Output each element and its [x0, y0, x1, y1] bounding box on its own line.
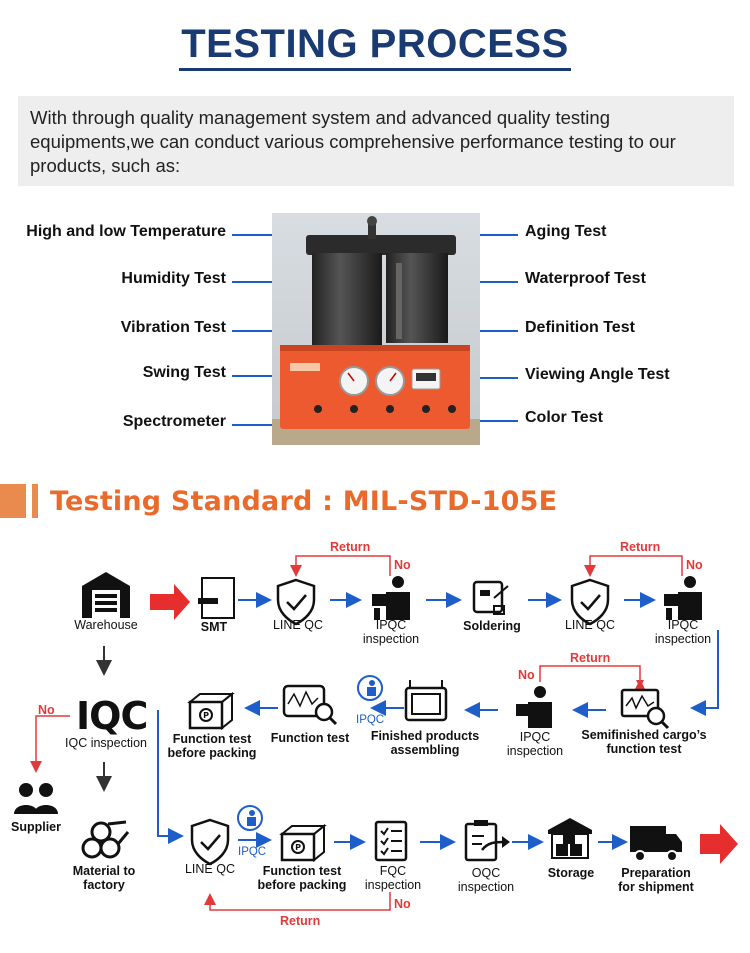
iqc-title: IQC: [76, 694, 148, 738]
flow-label-ipqc-3: IPQC inspection: [506, 730, 564, 758]
soldering-icon: [474, 582, 508, 614]
no-label: No: [38, 703, 55, 717]
no-label: No: [686, 558, 703, 572]
return-label: Return: [570, 651, 611, 665]
flow-label-finished-assembling: Finished products assembling: [370, 729, 480, 757]
return-label: Return: [280, 914, 321, 928]
test-connector: [476, 377, 518, 379]
no-label: No: [394, 897, 411, 911]
inspector-icon: [664, 576, 702, 620]
test-label-left-3: Swing Test: [142, 364, 226, 381]
return-label: Return: [330, 540, 371, 554]
testing-machine-photo: [272, 213, 480, 445]
flow-label-fqc: FQC inspection: [364, 864, 422, 892]
standard-accent-bar: [32, 484, 38, 518]
test-connector: [232, 375, 276, 377]
ipqc-tag: IPQC: [356, 714, 385, 726]
no-label: No: [394, 558, 411, 572]
flow-label-shipment: Preparation for shipment: [618, 866, 694, 894]
standard-accent-bar: [0, 484, 26, 518]
test-connector: [476, 234, 518, 236]
flow-label-semifinished: Semifinished cargo’s function test: [581, 728, 707, 756]
flow-label-iqc: IQC inspection: [65, 736, 147, 750]
tv-magnifier-icon: [284, 686, 336, 724]
return-label: Return: [620, 540, 661, 554]
packing-box-icon: [282, 826, 324, 860]
test-label-right-3: Viewing Angle Test: [525, 366, 670, 383]
test-label-left-4: Spectrometer: [122, 413, 226, 430]
flow-label-ipqc-2: IPQC inspection: [654, 618, 712, 646]
test-label-left-0: High and low Temperature: [26, 223, 226, 240]
test-connector: [232, 424, 276, 426]
flow-label-material: Material to factory: [72, 864, 136, 892]
test-label-left-2: Vibration Test: [120, 319, 226, 336]
inspector-icon: [358, 676, 382, 700]
test-label-right-1: Waterproof Test: [525, 270, 646, 287]
svg-text:P: P: [203, 711, 209, 720]
no-label: No: [518, 668, 535, 682]
checklist-icon: [376, 822, 406, 860]
flow-label-oqc: OQC inspection: [457, 866, 515, 894]
flow-label-soldering: Soldering: [463, 619, 521, 633]
inspector-icon: [516, 686, 552, 728]
warehouse-icon: [82, 572, 130, 618]
flow-label-supplier: Supplier: [10, 820, 61, 834]
flow-label-function-test-packing-2: Function test before packing: [257, 864, 347, 892]
test-connector: [476, 330, 518, 332]
test-label-left-1: Humidity Test: [121, 270, 226, 287]
test-label-right-2: Definition Test: [525, 319, 635, 336]
test-connector: [476, 420, 518, 422]
page-title: TESTING PROCESS: [0, 22, 750, 71]
tv-magnifier-icon: [622, 690, 668, 728]
packing-box-icon: [190, 694, 232, 728]
test-connector: [232, 330, 276, 332]
storage-icon: [548, 818, 592, 858]
test-label-right-4: Color Test: [525, 409, 603, 426]
flow-label-function-test: Function test: [270, 731, 350, 745]
flow-label-ipqc-1: IPQC inspection: [362, 618, 420, 646]
svg-text:P: P: [295, 843, 301, 852]
smt-icon: [198, 578, 234, 618]
shield-check-icon: [192, 820, 228, 864]
material-rolls-icon: [83, 822, 128, 857]
flow-label-line-qc-1: LINE QC: [272, 618, 323, 632]
monitor-icon: [406, 680, 446, 720]
test-connector: [232, 234, 276, 236]
test-connector: [232, 281, 276, 283]
ipqc-tag: IPQC: [238, 846, 267, 858]
test-label-right-0: Aging Test: [525, 223, 607, 240]
flow-label-warehouse: Warehouse: [74, 618, 138, 632]
test-connector: [476, 281, 518, 283]
supplier-icon: [14, 783, 58, 814]
flow-label-line-qc-3: LINE QC: [184, 862, 235, 876]
inspector-icon: [372, 576, 410, 620]
inspector-icon: [238, 806, 262, 830]
truck-icon: [630, 826, 682, 861]
clipboard-arrow-icon: [466, 820, 510, 860]
standard-title: Testing Standard : MIL-STD-105E: [50, 486, 558, 517]
flow-label-storage: Storage: [547, 866, 595, 880]
flow-label-smt: SMT: [200, 620, 228, 634]
flow-label-function-test-packing: Function test before packing: [167, 732, 257, 760]
flow-label-line-qc-2: LINE QC: [564, 618, 615, 632]
intro-text: With through quality management system and advanced quality testing equipments,we can conduct various comprehensive performance testing to our products, such as:: [18, 96, 734, 186]
